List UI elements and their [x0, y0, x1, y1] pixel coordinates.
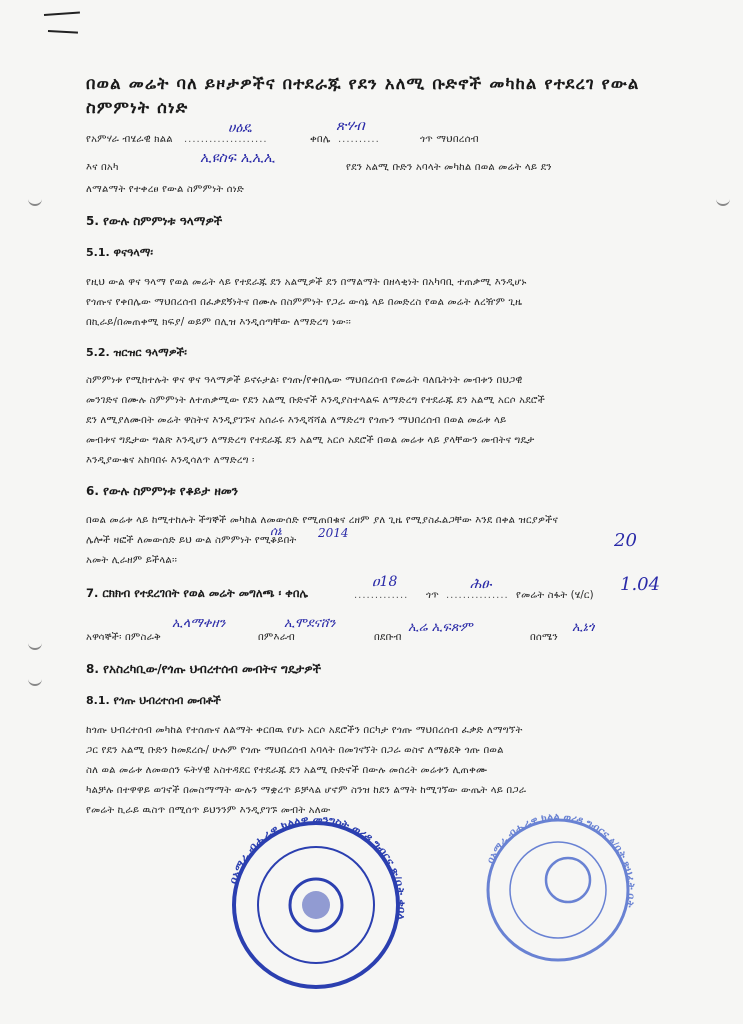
document-title-line-2: ስምምነት ሰነድ [86, 98, 189, 117]
handwritten-got: ሕፁ [470, 576, 492, 592]
paragraph-line: ደን ለሚያለሙበት መሬት ዋስትና እንዲያገኙና አሰራሩ እንዲሻሻል ለማድረግ የጎጡን ማህበረሰብ በወል መሬቱ ላይ [86, 415, 507, 426]
handwritten-kebele: ጽሃብ [336, 118, 365, 134]
blank-line: .................... [184, 134, 268, 145]
section-heading: 6. የውሉ ስምምነቱ የቆይታ ዘመን [86, 484, 238, 498]
section-heading: 7. ርክክብ የተደረገበት የወል መሬት መግለጫ ፡ ቀበሌ [86, 586, 309, 600]
paragraph-line: የዚህ ውል ዋና ዓላማ የወል መሬት ላይ የተደራጁ ደን አልሚዎች ደን በማልማት በዘላቂነት በአካባቢ ተጠቃሚ እንዲሆኑ [86, 277, 527, 288]
handwritten-south: ኢሬ ኢፍጽም [408, 620, 473, 635]
label-west: በምእራብ [258, 632, 295, 643]
right-official-stamp [486, 812, 637, 960]
paragraph-line: ስለ ወል መሬቱ ለመወሰን ፍትሃዊ አስተዳደር የተደራጁ ደን አልሚ ቡድኖች በውሉ መሰረት መሬቱን ሊጠቀሙ [86, 765, 488, 776]
intro-text: የአምሃራ ብሄራዊ ክልል [86, 134, 173, 145]
subsection-heading: 5.1. ዋናዓላማ፡ [86, 246, 153, 259]
subsection-heading: 5.2. ዝርዝር ዓላማዎች፡ [86, 346, 187, 359]
paragraph-line: የመሬት ኪራይ ዉስጥ በሚሰጥ ይህንንም እንዲያገኙ መብት አለው [86, 805, 331, 816]
handwritten-woreda: ሀዕዴ [228, 120, 252, 136]
paragraph-line: በወል መሬቱ ላይ ከሚተከሉት ችግኞች መካከል ለመውሰድ የሚጠበቁና ረዘም ያለ ጊዜ የሚያስፈልጋቸው እንደ በቀል ዝርያዎችና [86, 515, 559, 526]
label-area: የመሬት ስፋት (ሄ/ር) [516, 590, 594, 601]
paragraph-line: መንገድና በሙሉ ስምምነት ለተጠቃሚው የደን አልሚ ቡድኖች እንዲያስተላልፍ ለማድረግ የተደራጁ ደን አልሚ አርሶ አደሮች [86, 395, 546, 406]
intro-text: የደን አልሚ ቡድን አባላት መካከል በወል መሬት ላይ ደን [346, 162, 552, 173]
handwritten-year: 2014 [318, 526, 349, 540]
handwritten-area: 1.04 [620, 574, 661, 595]
label-north: በሰሜን [530, 632, 558, 643]
intro-text: ቀበሌ [310, 134, 331, 145]
blank-line: ............... [446, 590, 509, 601]
section-heading: 5. የውሉ ስምምነቱ ዓላማዎች [86, 214, 223, 228]
label-got: ጎጥ [426, 590, 440, 601]
handwritten-west: ኢሞደናሸን [284, 616, 336, 631]
handwritten-north: ኢኔጎ [572, 620, 595, 635]
paragraph-line: ሌሎች ዛፎች ለመውሰድ ይህ ውል ስምምነት የሚቆይበት [86, 535, 297, 546]
paragraph-line: ካልቻሉ በተዋዋይ ወገኖች በመስማማት ውሉን ማቋረጥ ይቻላል ሆኖም ስንዝ ከደን ልማት ከሚገኘው ውጤት ላይ በጋራ [86, 785, 527, 796]
paragraph-line: ስምምነቱ የሚከተሉት ዋና ዋና ዓላማዎች ይኖሩታል፡ የጎጡ/የቀበሌው ማህበረሰብ የመሬት ባለቤትነት መብቱን በህጋዊ [86, 375, 523, 386]
paragraph-line: ከጎጡ ህብረተሰብ መካከል የተሰጡና ለልማት ቀርበዉ የሆኑ አርሶ አደሮችን በርካታ የጎጡ ማህበረሰብ ፈቃድ ለማግኘት [86, 725, 523, 736]
section-heading: 8. የአስረካቢው/የጎጡ ህብረተሰብ መብትና ግዴታዎች [86, 662, 322, 676]
left-official-stamp [227, 813, 408, 987]
handwritten-duration: 20 [614, 530, 637, 551]
paragraph-line: እንዲያውቁና አከባበሩ እንዲሳለጥ ለማድረግ ፡ [86, 455, 255, 466]
blank-line: ............. [354, 590, 409, 601]
handwritten-kebele-number: ዐ18 [372, 574, 398, 590]
paragraph-line: አመት ሊራዘም ይችላል፡፡ [86, 555, 177, 566]
left-stamp-text: በአማራ ብሔራዊ ክልላዊ መንግስት ወረዳ ግብርና ጽ/ቤት ቀበሌ [226, 812, 409, 923]
intro-text: ለማልማት የተቀረፀ የውል ስምምነት ሰነድ [86, 184, 245, 195]
intro-text: እና በአካ [86, 162, 119, 173]
paragraph-line: የጎጡና የቀበሌው ማህበረሰብ በፈቃደኝነትና በሙሉ በስምምነት የጋራ ውሳኔ ላይ በመድረስ የወል መሬት ለረዥም ጊዜ [86, 297, 523, 308]
paragraph-line: በኪራይ/በመጠቀሚ ክፍያ/ ወይም በሊዝ እንዲሰጣቸው ለማድረግ ነው፡፡ [86, 317, 351, 328]
paragraph-line: መብቱና ግዴታው ግልጽ እንዲሆን ለማድረግ የተደራጁ ደን አልሚ አርሶ አደሮች በወል መሬቱ ላይ ያላቸውን መብትና ግዴታ [86, 435, 535, 446]
paragraph-line: ጋር የደን አልሚ ቡድን ከመደረሱ/ ሁሉም የጎጡ ማህበረሰብ አባላት በመገናኘት በጋራ ወስኖ ለማፅደቅ ጎጡ በወል [86, 745, 504, 756]
label-east: አዋሳኞች፡ በምስራቅ [86, 632, 161, 643]
handwritten-group-name: ኢዩስፍ ኢኢኢ [200, 150, 276, 166]
handwritten-east: ኢላማቀዘን [172, 616, 226, 631]
label-south: በደቡብ [374, 632, 402, 643]
document-title-line-1: በወል መሬት ባለ ይዞታዎችና በተደራጁ የደን አለሚ ቡድኖች መካከል የተደረገ የውል [86, 74, 640, 93]
handwritten-month: ሰኔ [270, 524, 282, 538]
right-stamp-text: በአማራ ብሔራዊ ክልል ወረዳ ግብርና ፅ/ቤት ጽህፈት ቤት [485, 811, 637, 909]
intro-text: ጎጥ ማህበረሰብ [420, 134, 479, 145]
subsection-heading: 8.1. የጎጡ ህብረተሰብ መብቶች [86, 694, 221, 707]
blank-line: .......... [338, 134, 380, 145]
